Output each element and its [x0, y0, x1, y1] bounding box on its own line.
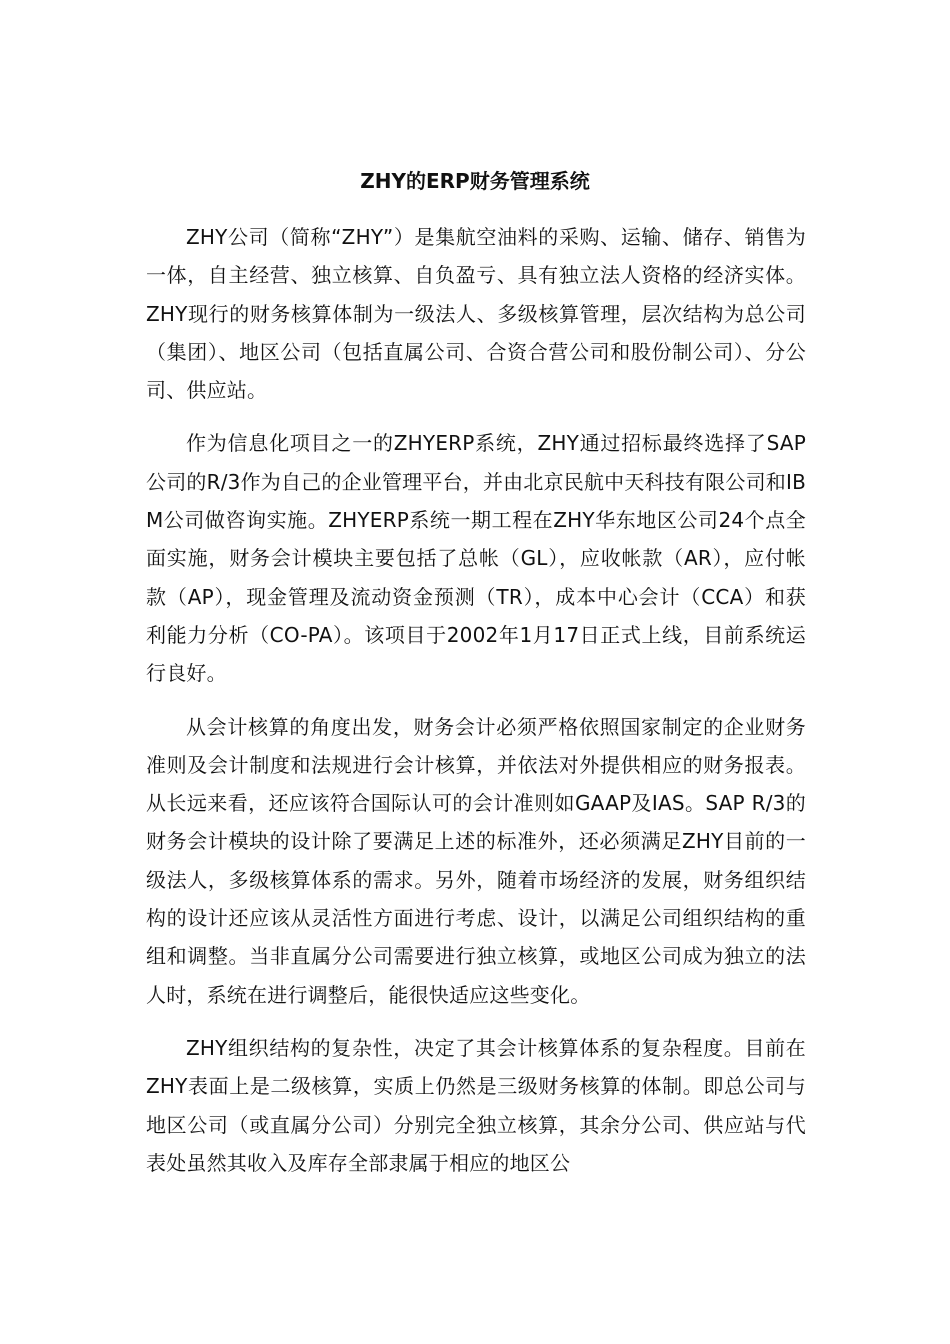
paragraph-organization-structure: ZHY组织结构的复杂性，决定了其会计核算体系的复杂程度。目前在ZHY表面上是二级核算，实质上仍然是三级财务核算的体制。即总公司与地区公司（或直属分公司）分别完全独立核算，其余分公司、供应站与代表处虽然其收入及库存全部隶属于相应的地区公 — [146, 1035, 806, 1175]
paragraph-erp-implementation: 作为信息化项目之一的ZHYERP系统，ZHY通过招标最终选择了SAP公司的R/3作为自己的企业管理平台，并由北京民航中天科技有限公司和IBM公司做咨询实施。ZHYERP系统一期工程在ZHY华东地区公司24个点全面实施，财务会计模块主要包括了总帐（GL），应收帐款（AR），应付帐款（AP），现金管理及流动资金预测（TR），成本中心会计（CCA）和获利能力分析（CO-PA）。该项目于2002年1月17日正式上线，目前系统运行良好。 — [146, 431, 806, 686]
paragraph-accounting-requirements: 从会计核算的角度出发，财务会计必须严格依照国家制定的企业财务准则及会计制度和法规进行会计核算，并依法对外提供相应的财务报表。从长远来看，还应该符合国际认可的会计准则如GAAP及IAS。SAP R/3的财务会计模块的设计除了要满足上述的标准外，还必须满足ZHY目前的一级法人，多级核算体系的需求。另外，随着市场经济的发展，财务组织结构的设计还应该从灵活性方面进行考虑、设计，以满足公司组织结构的重组和调整。当非直属分公司需要进行独立核算，或地区公司成为独立的法人时，系统在进行调整后，能很快适应这些变化。 — [146, 714, 806, 1007]
paragraph-company-overview: ZHY公司（简称“ZHY”）是集航空油料的采购、运输、储存、销售为一体，自主经营、独立核算、自负盈亏、具有独立法人资格的经济实体。ZHY现行的财务核算体制为一级法人、多级核算管理，层次结构为总公司（集团）、地区公司（包括直属公司、合资合营公司和股份制公司）、分公司、供应站。 — [146, 225, 806, 403]
document-title: ZHY的ERP财务管理系统 — [360, 169, 590, 193]
document-body — [146, 218, 806, 1197]
